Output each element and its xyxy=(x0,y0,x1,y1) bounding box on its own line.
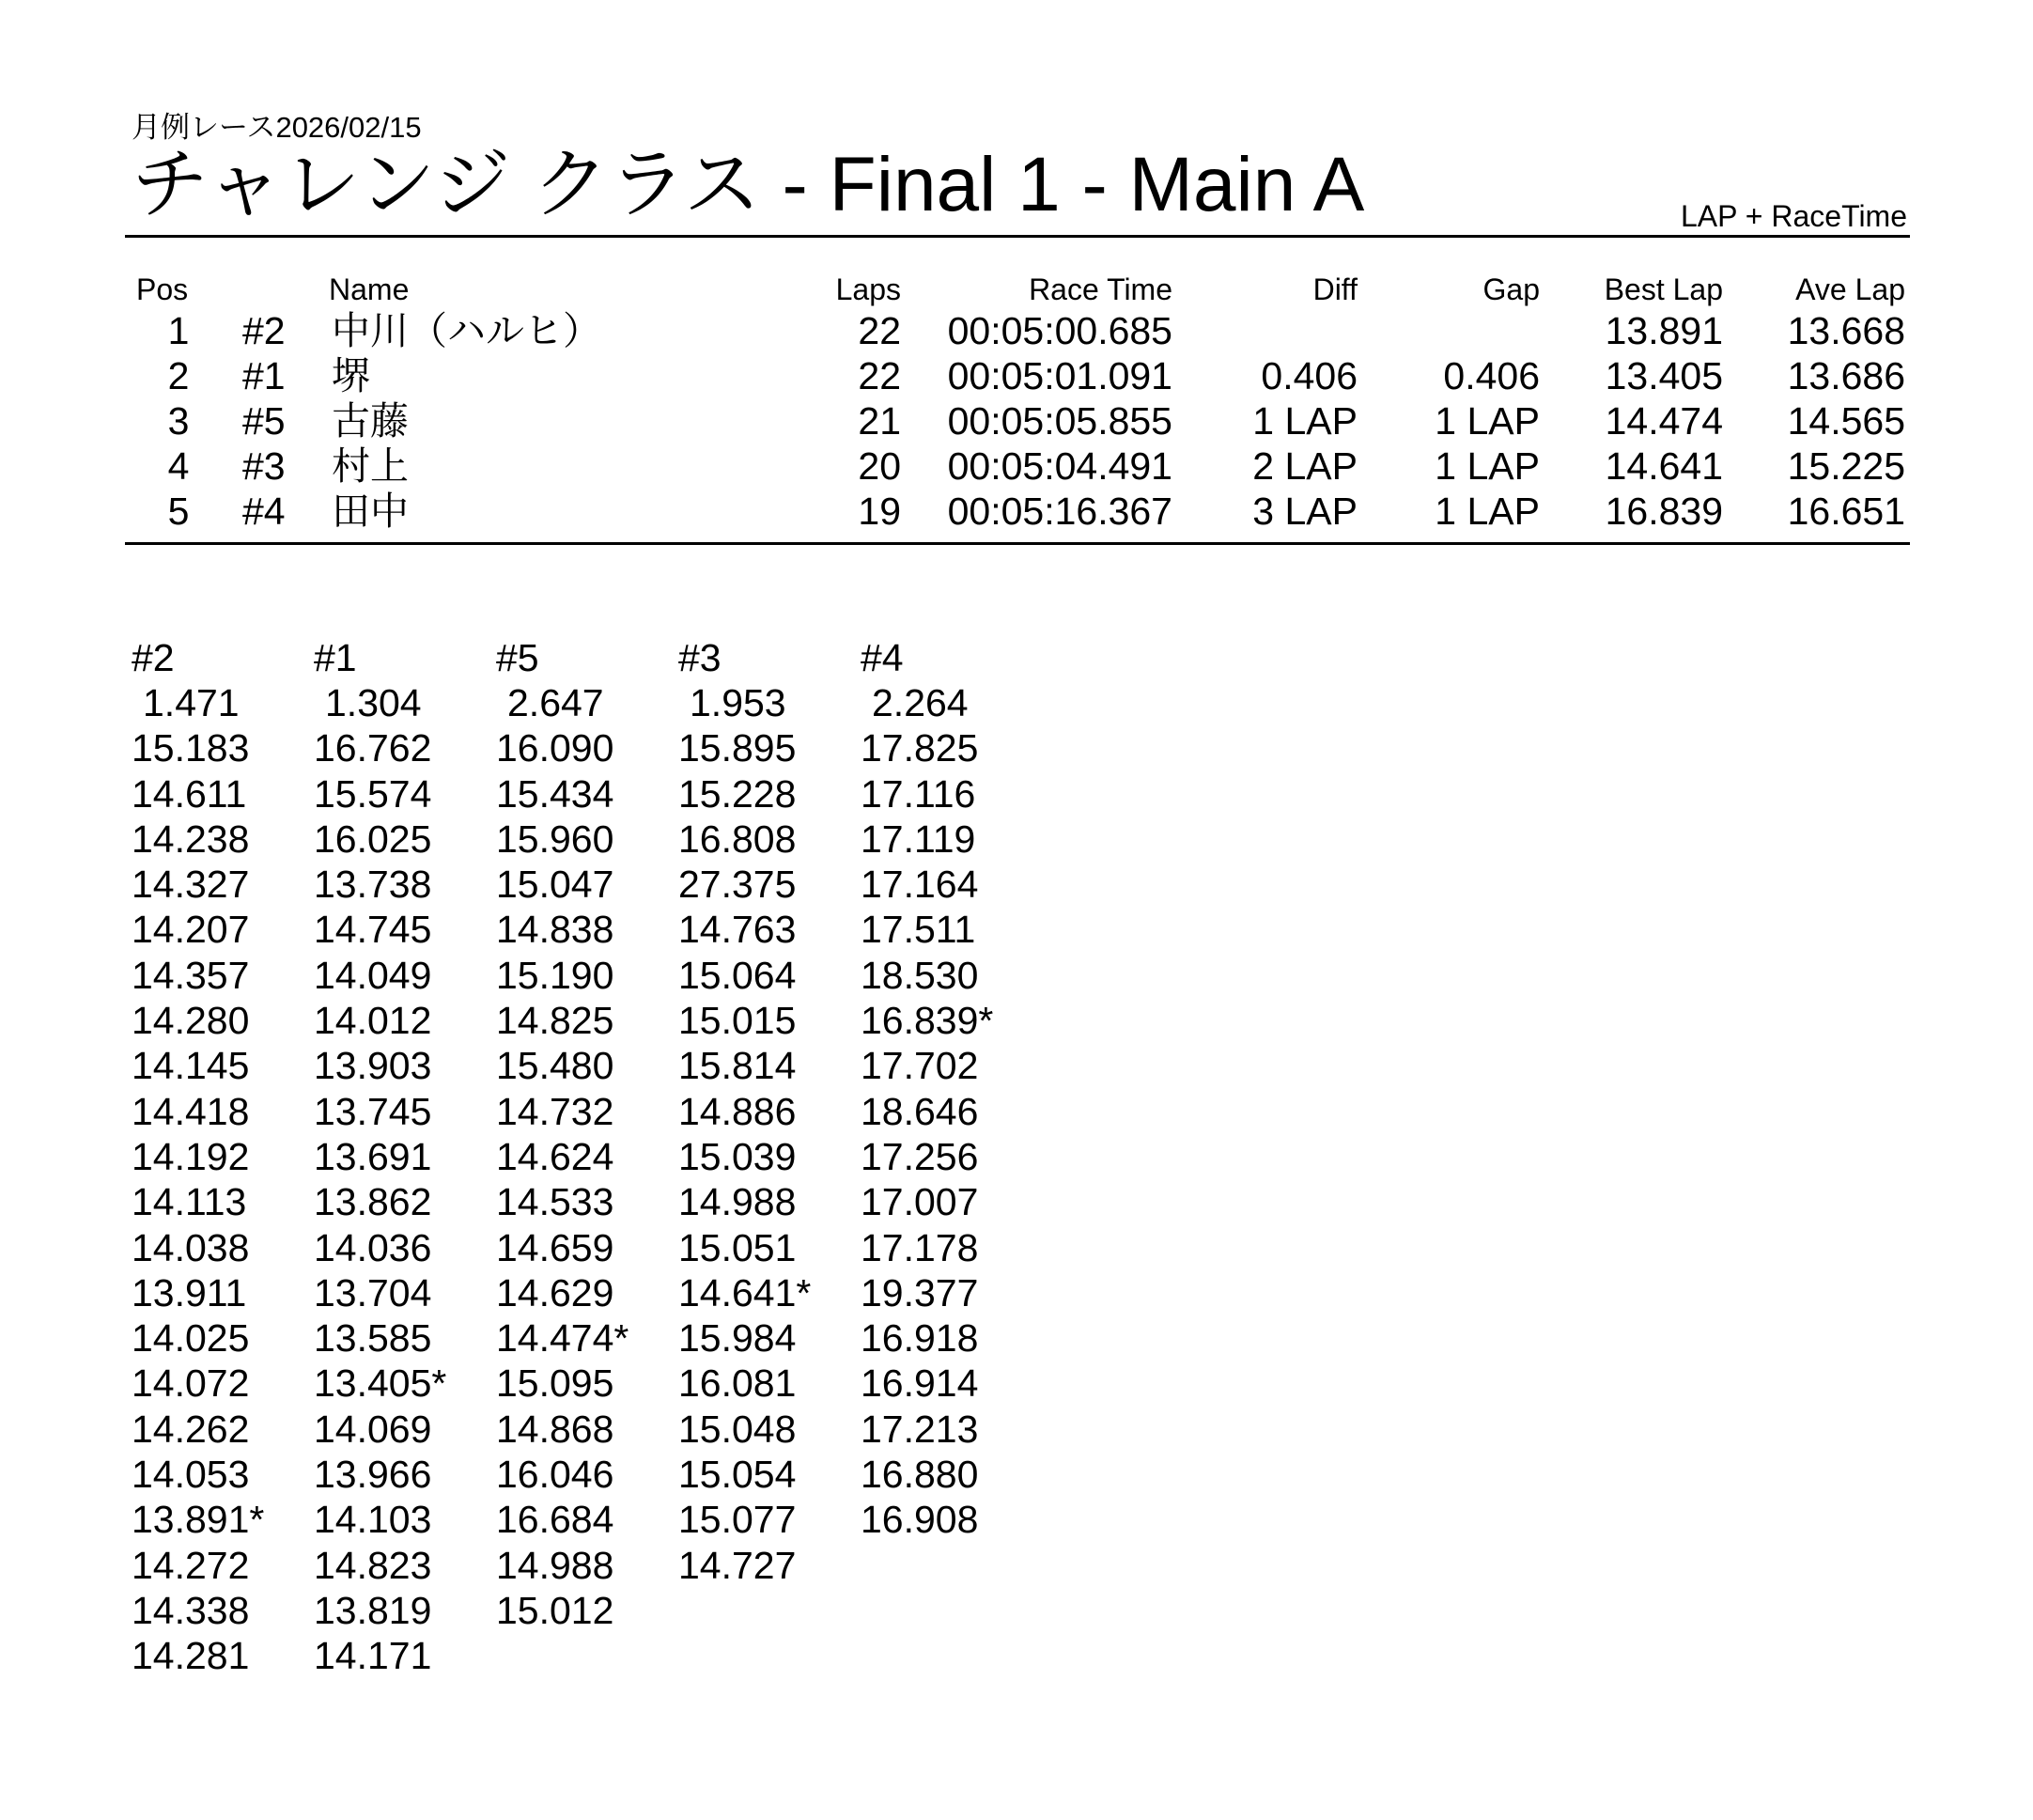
lap-time-cell: 14.745 xyxy=(314,908,432,952)
lap-column-header: #3 xyxy=(678,636,722,679)
result-gap: 1 LAP xyxy=(1435,490,1540,533)
result-row xyxy=(0,443,2033,489)
result-car-number: #3 xyxy=(242,444,286,488)
lap-time-cell: 14.053 xyxy=(132,1453,250,1497)
col-header-pos: Pos xyxy=(136,272,189,306)
lap-time-cell: 14.281 xyxy=(132,1634,250,1678)
page-title: チャレンジ クラス - Final 1 - Main A xyxy=(132,142,1365,227)
lap-time-cell: 14.641* xyxy=(678,1270,812,1314)
result-driver-name: 田中 xyxy=(332,490,409,533)
lap-time-cell: 13.819 xyxy=(314,1588,432,1632)
lap-time-cell: 15.434 xyxy=(496,771,614,816)
lap-time-cell: 15.077 xyxy=(678,1498,797,1542)
lap-time-cell: 14.038 xyxy=(132,1225,250,1269)
lap-time-cell: 14.763 xyxy=(678,908,797,952)
lap-time-cell: 16.684 xyxy=(496,1498,614,1542)
lap-time-cell: 15.064 xyxy=(678,953,797,997)
lap-time-cell: 16.808 xyxy=(678,817,797,861)
lap-time-cell: 14.418 xyxy=(132,1089,250,1133)
lap-time-cell: 1.304 xyxy=(325,681,422,724)
lap-time-cell: 14.145 xyxy=(132,1044,250,1088)
lap-time-cell: 14.868 xyxy=(496,1407,614,1451)
col-header-ave-lap: Ave Lap xyxy=(1795,272,1905,306)
col-header-laps: Laps xyxy=(835,272,901,306)
lap-time-cell: 17.007 xyxy=(861,1180,979,1224)
lap-time-cell: 14.629 xyxy=(496,1270,614,1314)
lap-time-cell: 17.511 xyxy=(861,908,976,952)
result-pos: 4 xyxy=(167,444,190,488)
lap-time-cell: 13.862 xyxy=(314,1180,432,1224)
lap-time-cell: 15.480 xyxy=(496,1044,614,1088)
lap-time-cell: 14.338 xyxy=(132,1588,250,1632)
lap-time-cell: 15.228 xyxy=(678,771,797,816)
lap-time-cell: 14.072 xyxy=(132,1361,250,1406)
lap-time-cell: 14.207 xyxy=(132,908,250,952)
result-best-lap: 14.474 xyxy=(1605,399,1723,443)
lap-time-cell: 14.659 xyxy=(496,1225,614,1269)
lap-time-cell: 15.054 xyxy=(678,1453,797,1497)
result-race-time: 00:05:01.091 xyxy=(947,354,1172,397)
result-pos: 2 xyxy=(167,354,190,397)
lap-time-cell: 1.471 xyxy=(143,681,240,724)
lap-time-cell: 13.405* xyxy=(314,1361,447,1406)
lap-time-cell: 14.262 xyxy=(132,1407,250,1451)
result-car-number: #2 xyxy=(242,309,286,352)
result-ave-lap: 15.225 xyxy=(1787,444,1905,488)
lap-column-header: #5 xyxy=(496,636,539,679)
lap-time-cell: 15.095 xyxy=(496,1361,614,1406)
result-laps: 20 xyxy=(858,444,901,488)
lap-column xyxy=(314,635,496,1679)
lap-time-cell: 16.908 xyxy=(861,1498,979,1542)
lap-time-cell: 13.966 xyxy=(314,1453,432,1497)
lap-time-cell: 13.691 xyxy=(314,1134,432,1178)
lap-times-grid xyxy=(132,635,1043,1679)
lap-time-cell: 17.256 xyxy=(861,1134,979,1178)
result-diff: 3 LAP xyxy=(1252,490,1358,533)
result-driver-name: 村上 xyxy=(332,444,409,488)
lap-time-cell: 17.178 xyxy=(861,1225,979,1269)
lap-time-cell: 14.727 xyxy=(678,1543,797,1587)
lap-time-cell: 14.732 xyxy=(496,1089,614,1133)
result-row xyxy=(0,353,2033,398)
lap-time-cell: 16.762 xyxy=(314,726,432,770)
result-best-lap: 14.641 xyxy=(1605,444,1723,488)
lap-time-cell: 14.272 xyxy=(132,1543,250,1587)
result-laps: 22 xyxy=(858,309,901,352)
lap-time-cell: 19.377 xyxy=(861,1270,979,1314)
result-car-number: #1 xyxy=(242,354,286,397)
lap-time-cell: 16.880 xyxy=(861,1453,979,1497)
lap-time-cell: 14.049 xyxy=(314,953,432,997)
lap-time-cell: 14.533 xyxy=(496,1180,614,1224)
lap-time-cell: 13.585 xyxy=(314,1316,432,1361)
lap-time-cell: 14.280 xyxy=(132,999,250,1043)
col-header-gap: Gap xyxy=(1482,272,1540,306)
lap-time-cell: 13.738 xyxy=(314,863,432,907)
lap-time-cell: 14.823 xyxy=(314,1543,432,1587)
event-date-line: 月例レース2026/02/15 xyxy=(132,111,422,144)
result-driver-name: 古藤 xyxy=(332,399,409,443)
lap-column xyxy=(861,635,1043,1679)
col-header-best-lap: Best Lap xyxy=(1604,272,1723,306)
result-race-time: 00:05:16.367 xyxy=(947,490,1172,533)
lap-time-cell: 14.113 xyxy=(132,1180,247,1224)
lap-time-cell: 14.838 xyxy=(496,908,614,952)
result-driver-name: 堺 xyxy=(332,354,370,397)
lap-time-cell: 13.704 xyxy=(314,1270,432,1314)
lap-time-cell: 14.357 xyxy=(132,953,250,997)
lap-time-cell: 14.988 xyxy=(678,1180,797,1224)
lap-time-cell: 2.647 xyxy=(507,681,604,724)
lap-time-cell: 16.090 xyxy=(496,726,614,770)
result-pos: 1 xyxy=(167,309,190,352)
lap-column xyxy=(678,635,861,1679)
lap-time-cell: 13.911 xyxy=(132,1270,247,1314)
header-divider xyxy=(125,235,1910,238)
lap-time-cell: 14.611 xyxy=(132,771,247,816)
lap-time-cell: 16.025 xyxy=(314,817,432,861)
result-gap: 0.406 xyxy=(1443,354,1540,397)
lap-time-cell: 14.103 xyxy=(314,1498,432,1542)
lap-time-cell: 16.046 xyxy=(496,1453,614,1497)
lap-column-header: #2 xyxy=(132,636,175,679)
lap-column-header: #4 xyxy=(861,636,904,679)
result-row xyxy=(0,398,2033,443)
result-pos: 5 xyxy=(167,490,190,533)
lap-time-cell: 15.574 xyxy=(314,771,432,816)
lap-time-cell: 15.012 xyxy=(496,1588,614,1632)
lap-time-cell: 16.914 xyxy=(861,1361,979,1406)
result-car-number: #5 xyxy=(242,399,286,443)
lap-time-cell: 17.702 xyxy=(861,1044,979,1088)
lap-column xyxy=(132,635,314,1679)
lap-time-cell: 15.051 xyxy=(678,1225,797,1269)
result-row xyxy=(0,489,2033,534)
result-ave-lap: 13.668 xyxy=(1787,309,1905,352)
result-race-time: 00:05:05.855 xyxy=(947,399,1172,443)
lap-time-cell: 16.839* xyxy=(861,999,994,1043)
col-header-name: Name xyxy=(329,272,410,306)
result-ave-lap: 16.651 xyxy=(1787,490,1905,533)
lap-time-cell: 15.814 xyxy=(678,1044,797,1088)
lap-time-cell: 17.825 xyxy=(861,726,979,770)
lap-time-cell: 17.116 xyxy=(861,771,976,816)
lap-time-cell: 13.745 xyxy=(314,1089,432,1133)
lap-time-cell: 17.119 xyxy=(861,817,976,861)
lap-time-cell: 27.375 xyxy=(678,863,797,907)
lap-time-cell: 14.886 xyxy=(678,1089,797,1133)
lap-time-cell: 14.192 xyxy=(132,1134,250,1178)
lap-time-cell: 15.047 xyxy=(496,863,614,907)
result-diff: 0.406 xyxy=(1261,354,1358,397)
lap-time-cell: 14.036 xyxy=(314,1225,432,1269)
lap-time-cell: 15.048 xyxy=(678,1407,797,1451)
result-laps: 19 xyxy=(858,490,901,533)
lap-time-cell: 15.039 xyxy=(678,1134,797,1178)
result-ave-lap: 14.565 xyxy=(1787,399,1905,443)
result-best-lap: 13.405 xyxy=(1605,354,1723,397)
results-header-row xyxy=(0,272,2033,306)
lap-time-cell: 14.238 xyxy=(132,817,250,861)
result-gap: 1 LAP xyxy=(1435,399,1540,443)
lap-column xyxy=(496,635,678,1679)
result-ave-lap: 13.686 xyxy=(1787,354,1905,397)
lap-time-cell: 1.953 xyxy=(690,681,786,724)
result-race-time: 00:05:00.685 xyxy=(947,309,1172,352)
lap-time-cell: 14.988 xyxy=(496,1543,614,1587)
lap-time-cell: 14.474* xyxy=(496,1316,629,1361)
lap-time-cell: 15.960 xyxy=(496,817,614,861)
result-row xyxy=(0,308,2033,353)
result-diff: 2 LAP xyxy=(1252,444,1358,488)
lap-time-cell: 18.530 xyxy=(861,953,979,997)
result-driver-name: 中川（ハルヒ） xyxy=(332,309,601,352)
result-car-number: #4 xyxy=(242,490,286,533)
lap-time-cell: 15.984 xyxy=(678,1316,797,1361)
col-header-race-time: Race Time xyxy=(1029,272,1172,306)
lap-time-cell: 13.903 xyxy=(314,1044,432,1088)
report-type-label: LAP + RaceTime xyxy=(1681,199,1907,233)
result-diff: 1 LAP xyxy=(1252,399,1358,443)
lap-time-cell: 16.918 xyxy=(861,1316,979,1361)
lap-time-cell: 13.891* xyxy=(132,1498,265,1542)
lap-time-cell: 14.171 xyxy=(314,1634,432,1678)
lap-time-cell: 15.015 xyxy=(678,999,797,1043)
lap-time-cell: 14.825 xyxy=(496,999,614,1043)
lap-time-cell: 14.624 xyxy=(496,1134,614,1178)
lap-time-cell: 18.646 xyxy=(861,1089,979,1133)
lap-time-cell: 17.164 xyxy=(861,863,979,907)
lap-time-cell: 15.183 xyxy=(132,726,250,770)
lap-time-cell: 14.012 xyxy=(314,999,432,1043)
lap-time-cell: 15.190 xyxy=(496,953,614,997)
result-pos: 3 xyxy=(167,399,190,443)
result-best-lap: 13.891 xyxy=(1605,309,1723,352)
lap-time-cell: 2.264 xyxy=(872,681,969,724)
result-best-lap: 16.839 xyxy=(1605,490,1723,533)
lap-time-cell: 14.327 xyxy=(132,863,250,907)
lap-time-cell: 16.081 xyxy=(678,1361,797,1406)
lap-time-cell: 15.895 xyxy=(678,726,797,770)
result-race-time: 00:05:04.491 xyxy=(947,444,1172,488)
result-laps: 22 xyxy=(858,354,901,397)
result-laps: 21 xyxy=(858,399,901,443)
result-gap: 1 LAP xyxy=(1435,444,1540,488)
results-divider xyxy=(125,542,1910,545)
col-header-diff: Diff xyxy=(1312,272,1358,306)
lap-time-cell: 14.025 xyxy=(132,1316,250,1361)
lap-time-cell: 14.069 xyxy=(314,1407,432,1451)
lap-time-cell: 17.213 xyxy=(861,1407,979,1451)
lap-column-header: #1 xyxy=(314,636,357,679)
